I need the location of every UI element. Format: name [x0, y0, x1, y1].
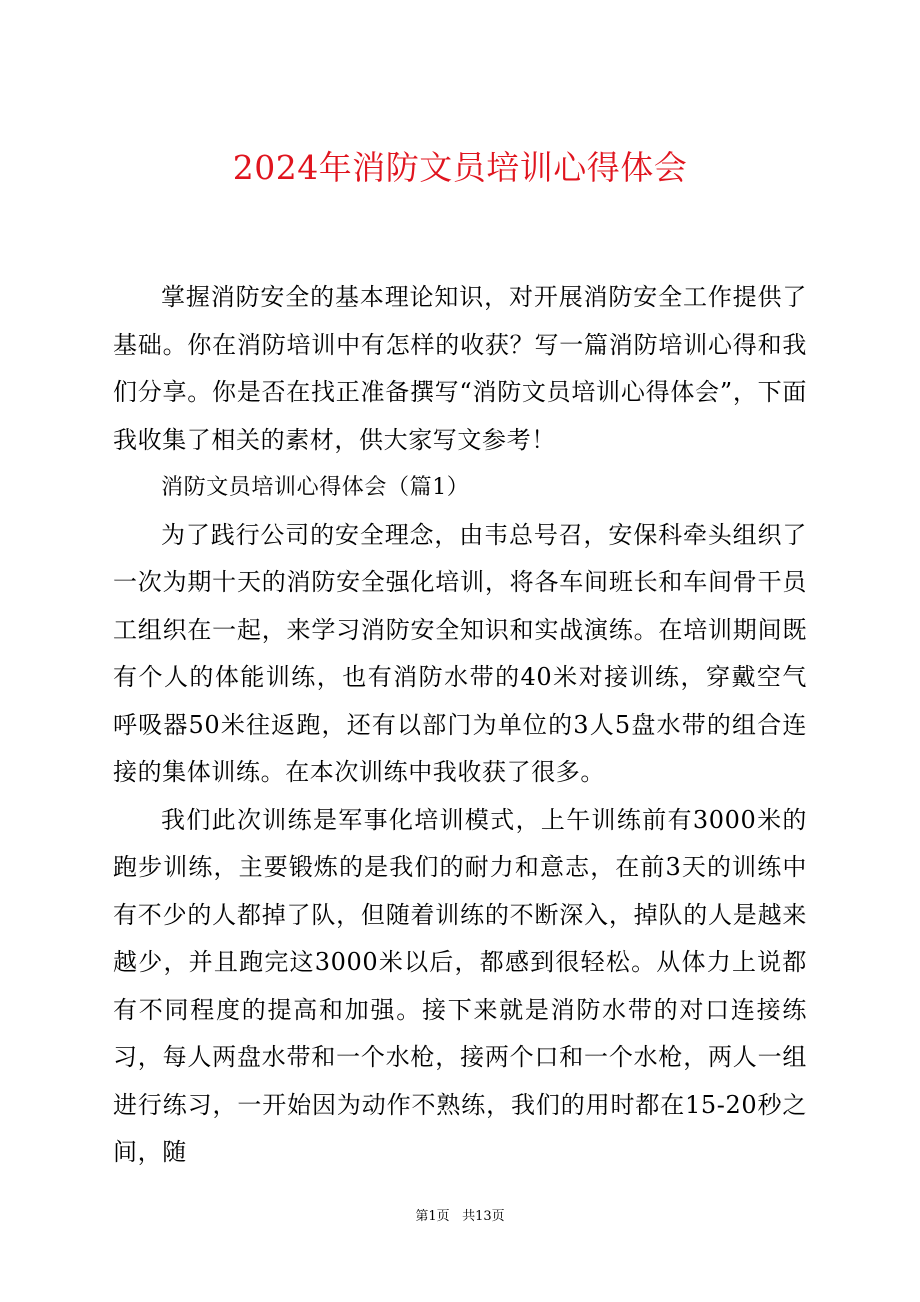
page-number: 第1页 [415, 1209, 450, 1224]
intro-paragraph: 掌握消防安全的基本理论知识，对开展消防安全工作提供了基础。你在消防培训中有怎样的收获？写一篇消防培训心得和我们分享。你是否在找正准备撰写“消防文员培训心得体会”，下面我收集了相关的素材，供大家写文参考！ [113, 283, 807, 454]
document-body [113, 274, 807, 1177]
page-footer [0, 1208, 920, 1226]
body-paragraph: 我们此次训练是军事化培训模式，上午训练前有3000米的跑步训练，主要锻炼的是我们的耐力和意志，在前3天的训练中有不少的人都掉了队，但随着训练的不断深入，掉队的人是越来越少，并且跑完这3000米以后，都感到很轻松。从体力上说都有不同程度的提高和加强。接下来就是消防水带的对口连接练习，每人两盘水带和一个水枪，接两个口和一个水枪，两人一组进行练习，一开始因为动作不熟练，我们的用时都在15-20秒之间，随 [113, 805, 807, 1166]
body-paragraph: 为了践行公司的安全理念，由韦总号召，安保科牵头组织了一次为期十天的消防安全强化培训，将各车间班长和车间骨干员工组织在一起，来学习消防安全知识和实战演练。在培训期间既有个人的体能训练，也有消防水带的40米对接训练，穿戴空气呼吸器50米往返跑，还有以部门为单位的3人5盘水带的组合连接的集体训练。在本次训练中我收获了很多。 [113, 520, 807, 786]
page-total: 共13页 [462, 1209, 505, 1224]
document-title: 2024年消防文员培训心得体会 [232, 148, 688, 187]
section-heading: 消防文员培训心得体会（篇1） [161, 475, 470, 500]
